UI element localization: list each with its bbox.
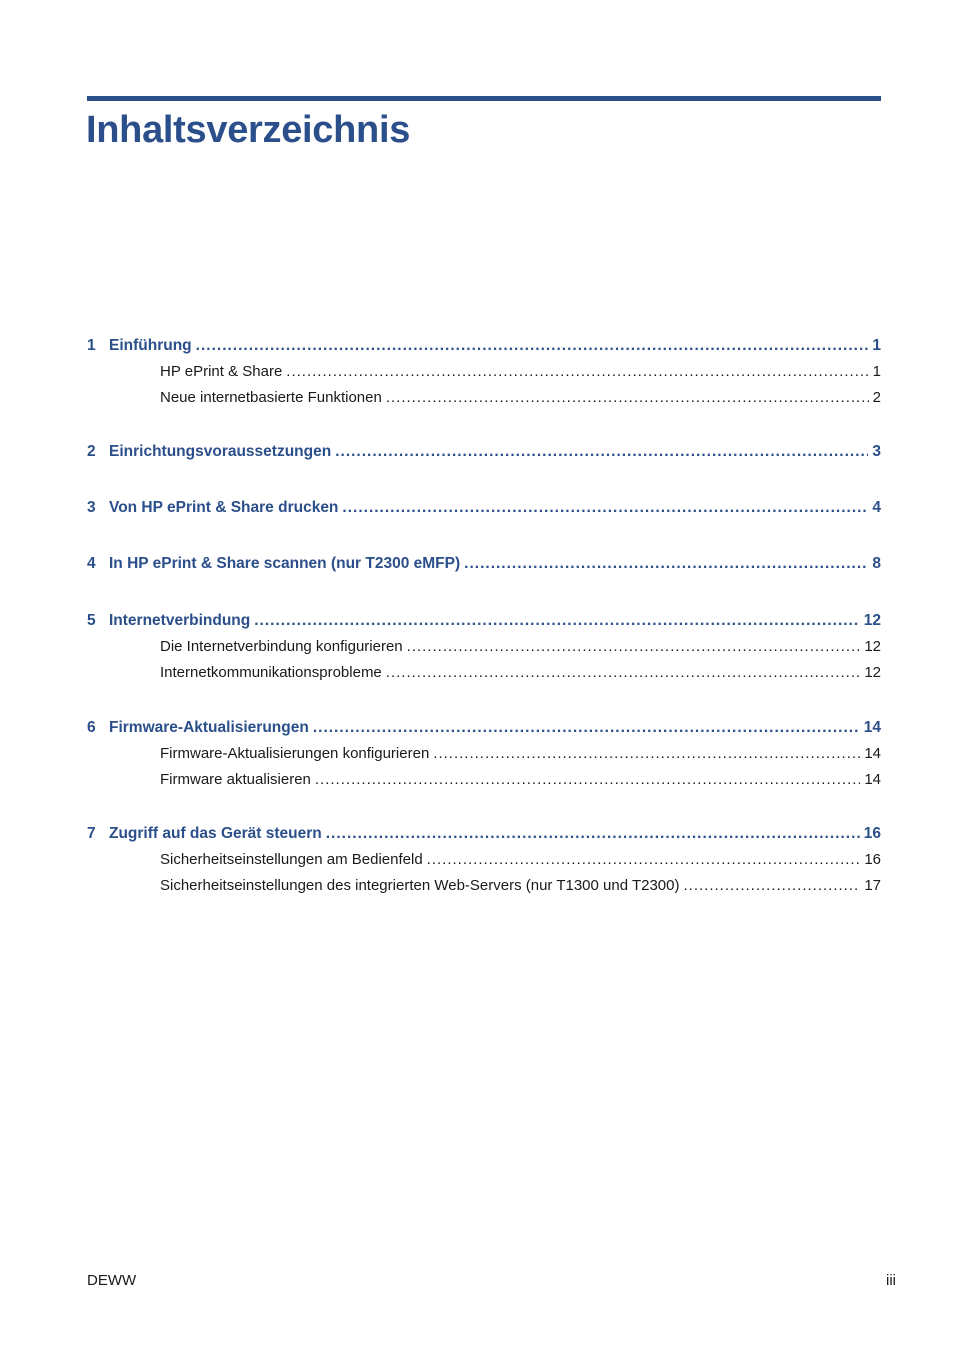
toc-section-link[interactable] [87,660,881,686]
leader-dots [326,821,860,847]
section-title: Die Internetverbindung konfigurieren [160,638,403,655]
chapter-page: 16 [863,825,881,842]
toc-chapter-link[interactable] [87,333,881,359]
chapter-title: Zugriff auf das Gerät steuern [109,825,322,842]
section-page: 12 [864,638,881,655]
chapter-page: 8 [872,555,881,572]
leader-dots [407,634,861,660]
leader-dots [386,385,869,411]
toc-chapter-3 [87,495,881,521]
leader-dots [433,741,860,767]
toc-chapter-5 [87,608,881,686]
chapter-page: 3 [872,443,881,460]
chapter-number: 5 [87,612,96,629]
leader-dots [386,660,861,686]
leader-dots [254,608,860,634]
leader-dots [335,439,868,465]
chapter-number: 6 [87,719,96,736]
chapter-title: In HP ePrint & Share scannen (nur T2300 eMFP) [109,555,461,572]
section-title: Neue internetbasierte Funktionen [160,389,382,406]
chapter-title: Einrichtungsvoraussetzungen [109,443,332,460]
toc-chapter-link[interactable] [87,495,881,521]
toc-section-link[interactable] [87,847,881,873]
section-page: 16 [864,851,881,868]
toc-section-link[interactable] [87,767,881,793]
section-title: Firmware-Aktualisierungen konfigurieren [160,745,430,762]
chapter-number: 7 [87,825,96,842]
leader-dots [683,873,860,899]
toc-chapter-link[interactable] [87,821,881,847]
chapter-page: 4 [872,499,881,516]
toc-section-link[interactable] [87,634,881,660]
toc-chapter-link[interactable] [87,608,881,634]
chapter-page: 14 [863,719,881,736]
title-rule [87,96,881,101]
section-page: 1 [872,363,881,380]
toc-chapter-link[interactable] [87,551,881,577]
leader-dots [315,767,860,793]
toc-chapter-link[interactable] [87,715,881,741]
leader-dots [196,333,869,359]
chapter-title: Internetverbindung [109,612,251,629]
chapter-title: Firmware-Aktualisierungen [109,719,309,736]
section-title: Internetkommunikationsprobleme [160,664,382,681]
toc-section-link[interactable] [87,873,881,899]
chapter-number: 2 [87,443,96,460]
leader-dots [427,847,861,873]
chapter-page: 12 [863,612,881,629]
section-title: HP ePrint & Share [160,363,283,380]
toc-section-link[interactable] [87,359,881,385]
chapter-title: Von HP ePrint & Share drucken [109,499,339,516]
section-page: 2 [872,389,881,406]
toc-chapter-7 [87,821,881,899]
section-title: Sicherheitseinstellungen des integrierten Web-Servers (nur T1300 und T2300) [160,877,680,894]
toc-chapter-link[interactable] [87,439,881,465]
leader-dots [313,715,860,741]
section-page: 12 [864,664,881,681]
footer-doc-code: DEWW [87,1272,137,1289]
chapter-number: 1 [87,337,96,354]
leader-dots [464,551,868,577]
toc-chapter-4 [87,551,881,577]
section-title: Firmware aktualisieren [160,771,311,788]
section-page: 14 [864,745,881,762]
table-of-contents [87,333,881,899]
chapter-page: 1 [872,337,881,354]
toc-chapter-2 [87,439,881,465]
leader-dots [342,495,868,521]
footer-page-number: iii [886,1272,896,1289]
toc-section-link[interactable] [87,385,881,411]
section-title: Sicherheitseinstellungen am Bedienfeld [160,851,423,868]
toc-section-link[interactable] [87,741,881,767]
leader-dots [286,359,868,385]
chapter-number: 4 [87,555,96,572]
chapter-title: Einführung [109,337,192,354]
chapter-number: 3 [87,499,96,516]
page-title: Inhaltsverzeichnis [86,109,411,151]
section-page: 14 [864,771,881,788]
section-page: 17 [864,877,881,894]
toc-chapter-6 [87,715,881,793]
toc-chapter-1 [87,333,881,411]
